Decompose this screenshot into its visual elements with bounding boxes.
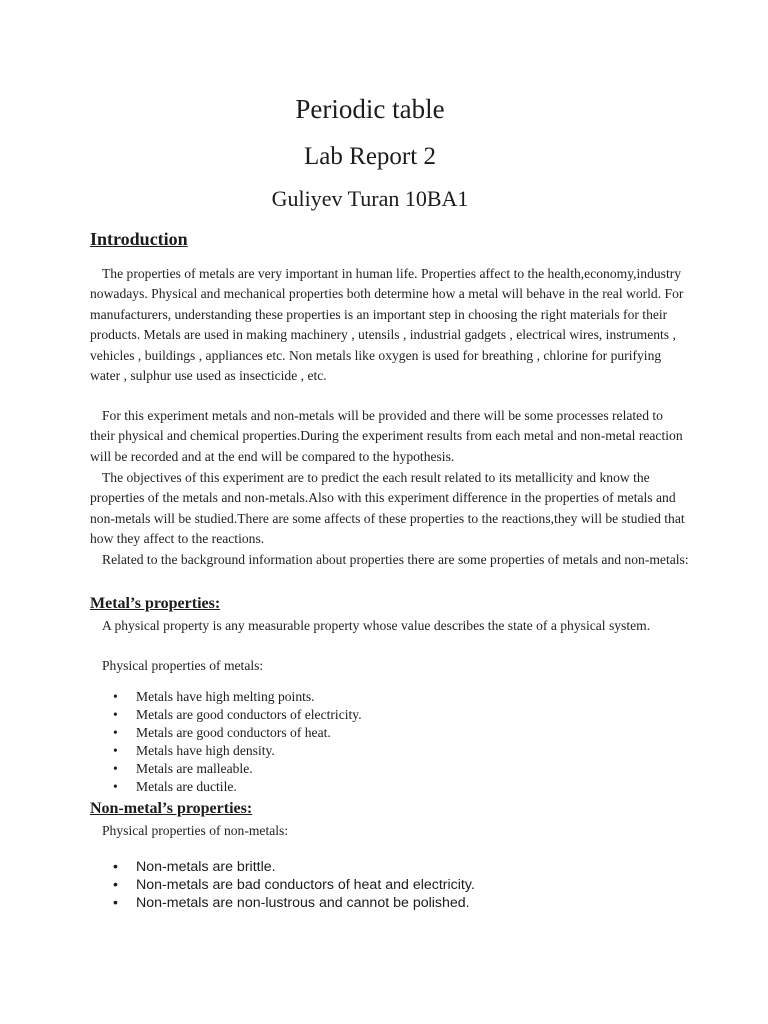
intro-paragraph-1 — [90, 264, 690, 386]
intro-paragraph-1-text: The properties of metals are very important in human life. Properties affect to the health,economy,industry nowadays. Physical and mechanical properties both determine how a metal will behave in the real world. For manufacturers, understanding these properties is an important step in choosing the right materials for their products. Metals are used in making machinery , utensils , industrial gadgets , electrical wires, instruments , vehicles , buildings , appliances etc. Non metals like oxygen is used for breathing , chlorine for purifying water , sulphur use used as insecticide , etc. — [90, 266, 684, 384]
intro-paragraph-2-text: For this experiment metals and non-metals will be provided and there will be some processes related to their physical and chemical properties.During the experiment results from each metal and non-metal reaction will be recorded and at the end will be compared to the hypothesis. — [90, 408, 683, 464]
introduction-heading: Introduction — [90, 229, 188, 249]
intro-paragraph-4 — [90, 550, 690, 570]
intro-paragraph-4-text: Related to the background information about properties there are some properties of metals and non-metals: — [102, 552, 689, 567]
list-item-text: Non-metals are non-lustrous and cannot be polished. — [136, 895, 470, 911]
metals-list-intro — [90, 656, 690, 676]
metals-property-list — [90, 688, 362, 796]
list-item-text: Metals are malleable. — [136, 761, 253, 776]
list-item — [90, 894, 475, 912]
bullet-icon: • — [113, 859, 118, 875]
document-title: Periodic table — [295, 94, 445, 124]
list-item-text: Metals are good conductors of electricity. — [136, 707, 362, 722]
intro-paragraph-3-text: The objectives of this experiment are to predict the each result related to its metallicity and know the properties of the metals and non-metals.Also with this experiment difference in the properties of metals and non-metals will be studied.There are some affects of these properties to the reactions,they will be studied that how they affect to the reactions. — [90, 470, 685, 547]
bullet-icon: • — [113, 707, 118, 722]
nonmetals-heading: Non-metal’s properties: — [90, 800, 253, 817]
list-item-text: Metals have high density. — [136, 743, 275, 758]
bullet-icon: • — [113, 725, 118, 740]
list-item — [90, 760, 362, 778]
list-item-text: Metals have high melting points. — [136, 689, 315, 704]
nonmetals-list-intro-text: Physical properties of non-metals: — [102, 823, 289, 838]
bullet-icon: • — [113, 895, 118, 911]
list-item — [90, 742, 362, 760]
metals-definition-text: A physical property is any measurable property whose value describes the state of a physical system. — [102, 618, 651, 633]
bullet-icon: • — [113, 761, 118, 776]
list-item-text: Metals are ductile. — [136, 779, 237, 794]
intro-paragraph-3 — [90, 468, 690, 550]
bullet-icon: • — [113, 743, 118, 758]
list-item — [90, 724, 362, 742]
document-author: Guliyev Turan 10BA1 — [271, 186, 469, 211]
bullet-icon: • — [113, 779, 118, 794]
list-item-text: Non-metals are bad conductors of heat and electricity. — [136, 877, 475, 893]
list-item — [90, 688, 362, 706]
intro-paragraph-2 — [90, 406, 690, 467]
metals-heading: Metal’s properties: — [90, 595, 221, 612]
nonmetals-list-intro — [90, 821, 690, 841]
list-item — [90, 778, 362, 796]
metals-list-intro-text: Physical properties of metals: — [102, 658, 264, 673]
bullet-icon: • — [113, 877, 118, 893]
list-item — [90, 706, 362, 724]
list-item — [90, 876, 475, 894]
list-item-text: Metals are good conductors of heat. — [136, 725, 331, 740]
list-item-text: Non-metals are brittle. — [136, 859, 276, 875]
nonmetals-property-list — [90, 858, 475, 912]
document-subtitle: Lab Report 2 — [304, 143, 436, 170]
list-item — [90, 858, 475, 876]
bullet-icon: • — [113, 689, 118, 704]
metals-definition — [90, 616, 690, 636]
